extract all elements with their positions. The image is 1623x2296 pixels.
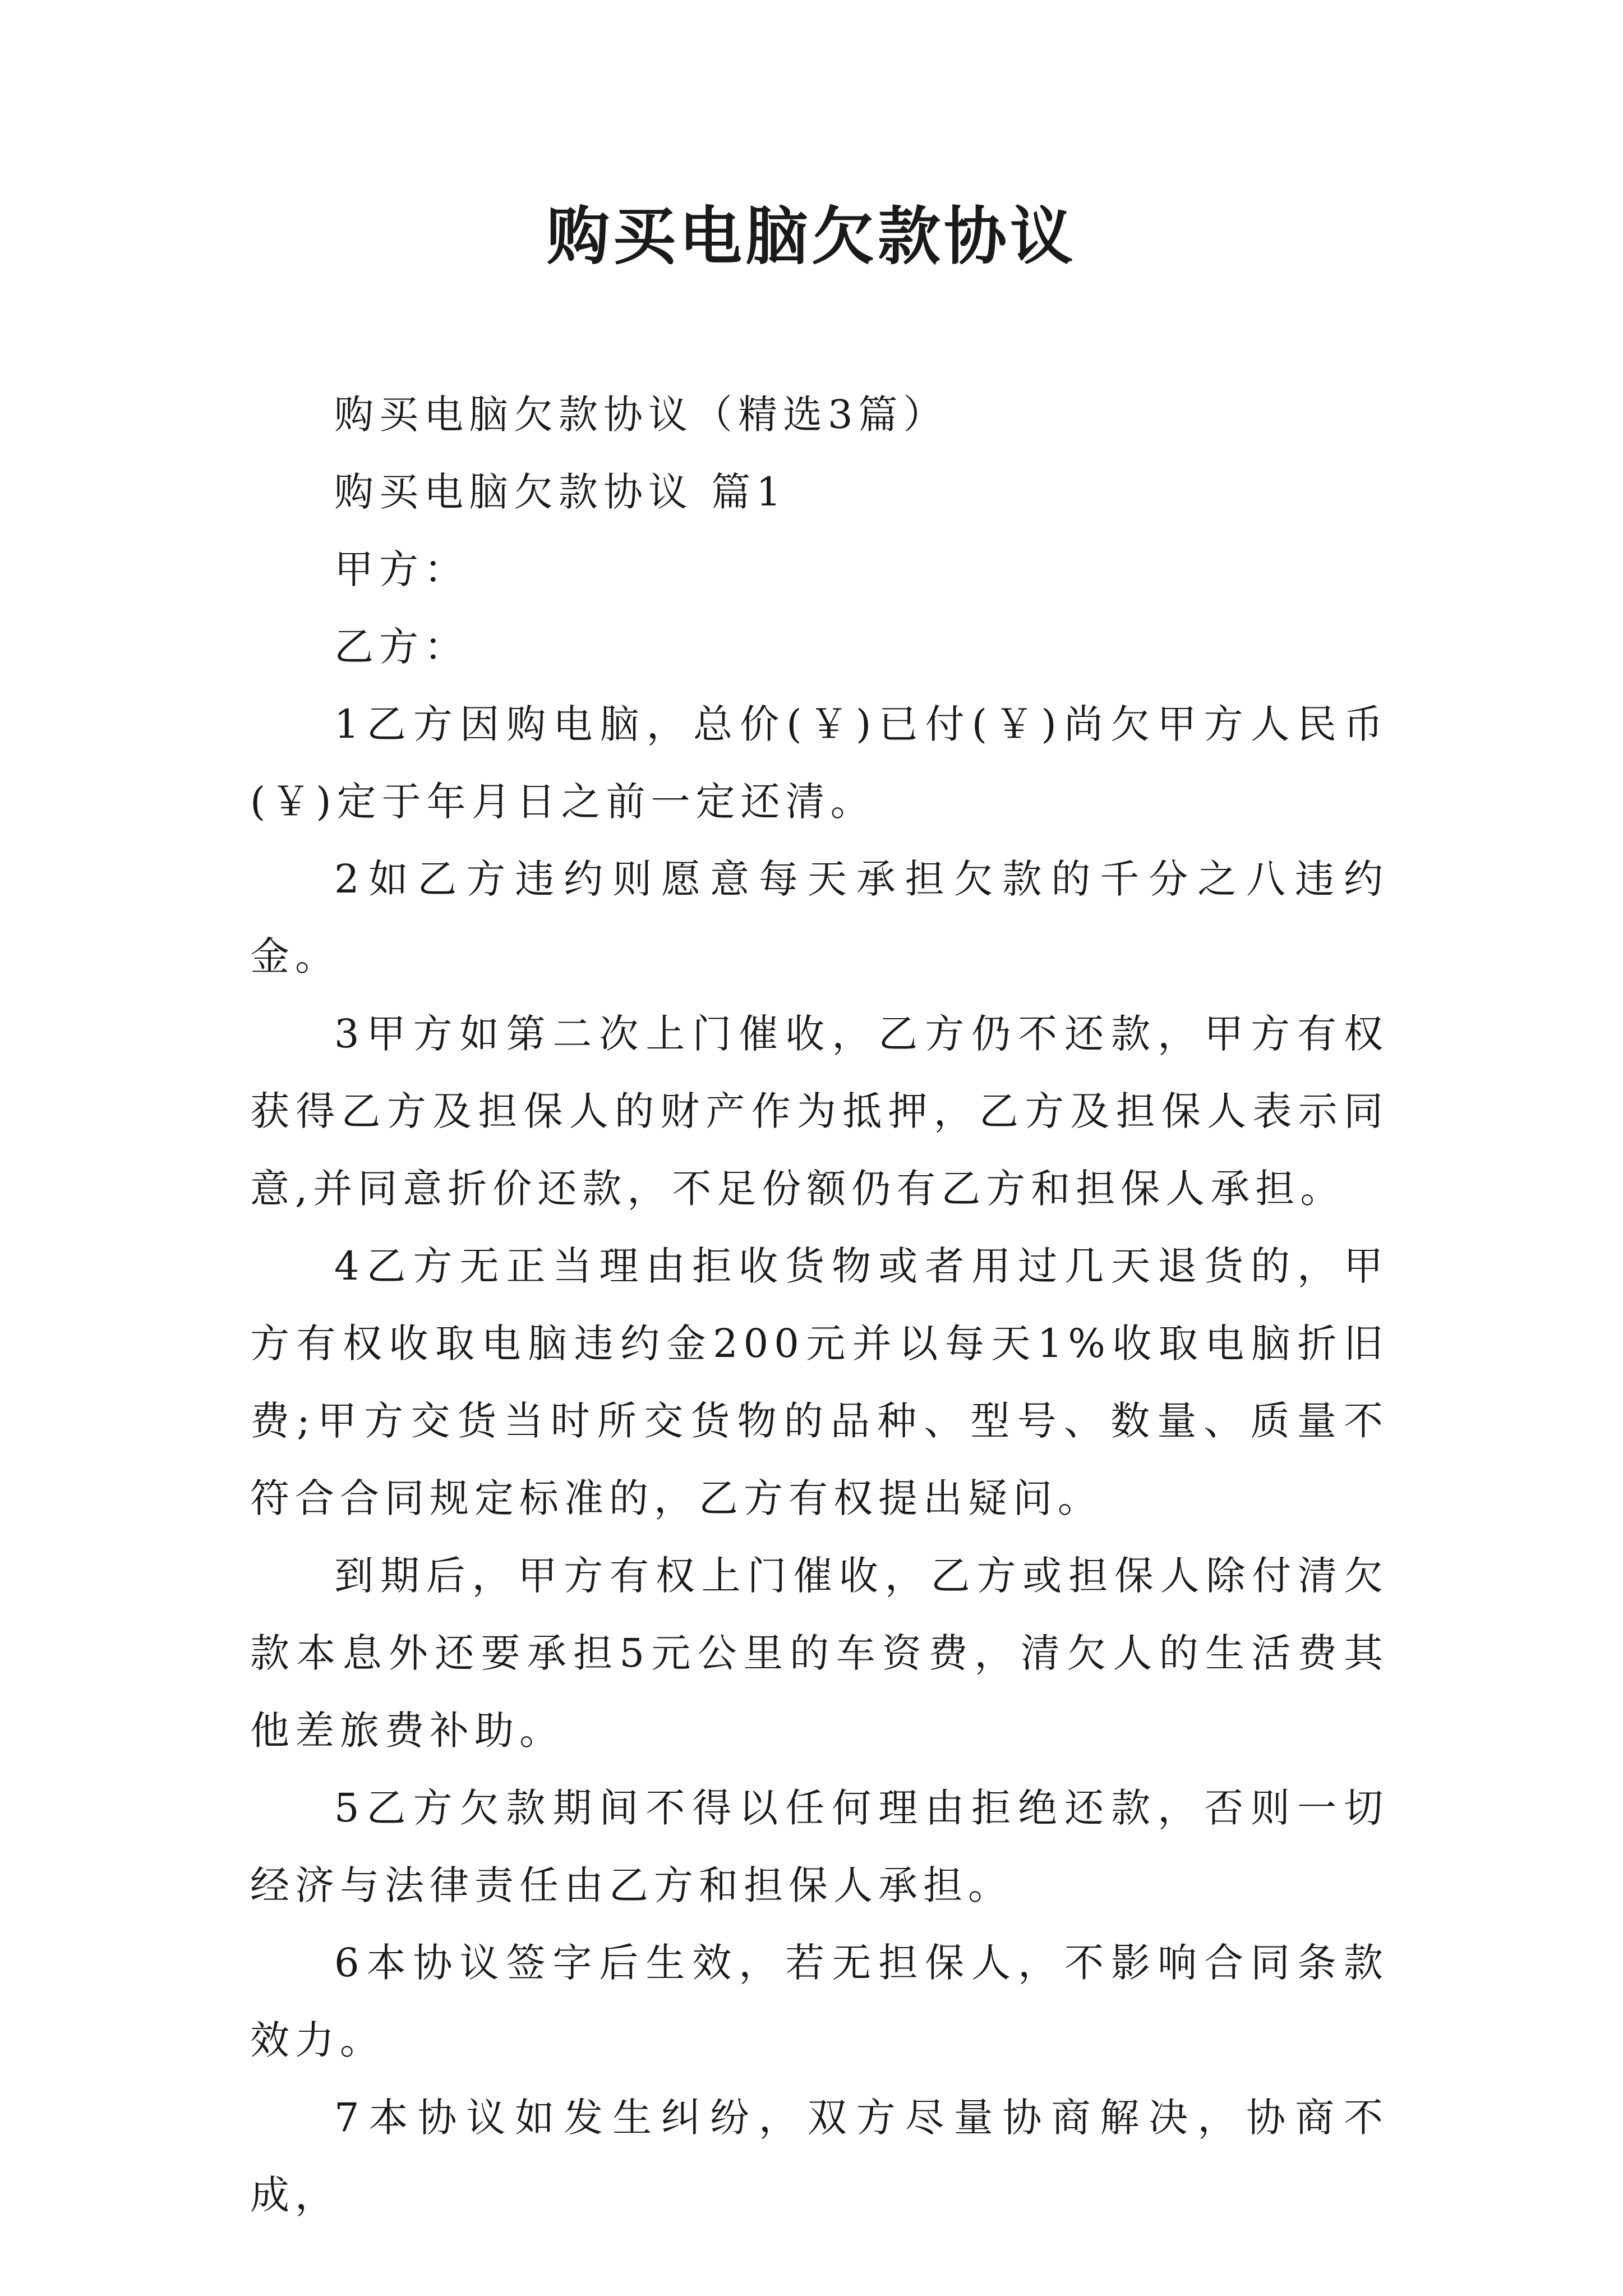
paragraph: 4乙方无正当理由拒收货物或者用过几天退货的，甲方有权收取电脑违约金200元并以每天1%收取电脑折旧费;甲方交货当时所交货物的品种、型号、数量、质量不符合合同规定标准的，乙方有权提出疑问。 <box>250 1243 1389 1521</box>
paragraph: 5乙方欠款期间不得以任何理由拒绝还款，否则一切经济与法律责任由乙方和担保人承担。 <box>250 1785 1389 1908</box>
paragraph: 2如乙方违约则愿意每天承担欠款的千分之八违约金。 <box>250 856 1389 979</box>
paragraph: 6本协议签字后生效，若无担保人，不影响合同条款效力。 <box>250 1940 1389 2063</box>
document-title: 购买电脑欠款协议 <box>547 200 1076 273</box>
paragraph: 到期后，甲方有权上门催收，乙方或担保人除付清欠款本息外还要承担5元公里的车资费，清欠人的生活费其他差旅费补助。 <box>250 1553 1389 1754</box>
paragraph: 甲方： <box>334 546 469 592</box>
document-body <box>250 376 1389 2234</box>
paragraph: 乙方： <box>334 624 469 670</box>
paragraph: 1乙方因购电脑，总价(￥)已付(￥)尚欠甲方人民币(￥)定于年月日之前一定还清。 <box>250 701 1389 825</box>
paragraph: 购买电脑欠款协议（精选3篇） <box>334 392 948 438</box>
paragraph: 购买电脑欠款协议 篇1 <box>334 469 787 515</box>
paragraph: 3甲方如第二次上门催收，乙方仍不还款，甲方有权获得乙方及担保人的财产作为抵押，乙方及担保人表示同意,并同意折价还款，不足份额仍有乙方和担保人承担。 <box>250 1011 1389 1212</box>
paragraph: 7本协议如发生纠纷，双方尽量协商解决，协商不成， <box>250 2095 1389 2218</box>
